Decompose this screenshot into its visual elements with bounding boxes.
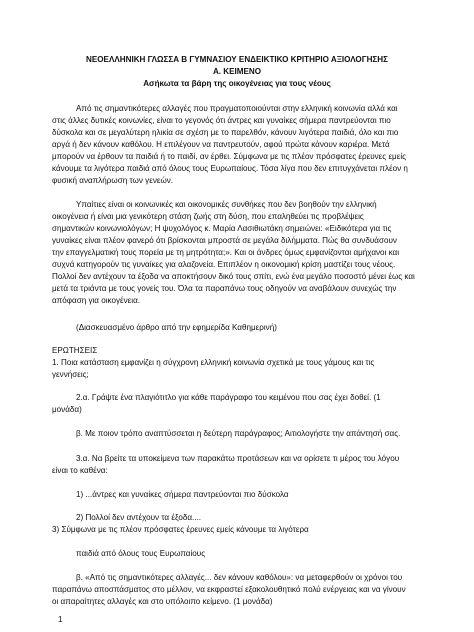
text-line: φυσική αναπλήρωση των γενεών. — [52, 176, 174, 185]
text-line: β. «Από τις σημαντικότερες αλλαγές... δεν κάνουν καθόλου»: να μεταφερθούν οι χρόνοι του — [76, 573, 403, 582]
text-line: οικογένεια ή είναι μια γενικότερη στάση ζωής στη δύση, που επαληθεύει τις προβλέψεις — [52, 212, 364, 221]
text-line: κάνουμε τα λιγότερα παιδιά από όλους τους Ευρωπαίους. Τόσα λίγα που δεν επιτυγχάνεται πλέον η — [52, 164, 408, 173]
text-line: συχνά κατηγορούν τις γυναίκες για αλαζονεία. Επιπλέον η οικονομική κρίση μαστίζει τους νέους. — [52, 260, 396, 269]
text-line: μετά τα τριάντα με τους γονείς του. Όλα τα παραπάνω τους οδηγούν να αναβάλουν συνεχώς την — [52, 284, 397, 293]
list-item: παιδιά από όλους τους Ευρωπαίους — [76, 549, 206, 558]
text-line: 3.α. Να βρείτε τα υποκείμενα των παρακάτω προτάσεων και να ορίσετε τι μέρος του λόγου — [76, 454, 400, 463]
text-line: γυναίκες είναι πλέον φανερό ότι βρίσκονται μπροστά σε μεγάλα διλήμματα. Πώς θα συνδυάσουν — [52, 236, 397, 245]
source-note: (Διασκευασμένο άρθρο από την εφημερίδα Καθημερινή) — [76, 323, 277, 332]
text-line: Υπαίτιες είναι οι κοινωνικές και οικονομικές συνθήκες που δεν βοηθούν την ελληνική — [76, 200, 377, 209]
text-line: Από τις σημαντικότερες αλλαγές που πραγματοποιούνται στην ελληνική κοινωνία αλλά και — [76, 104, 398, 113]
text-line: την επαγγελματική τους πορεία με τη μητρότητα;». Και οι άνδρες όμως εμφανίζονται αμήχανοι και — [52, 248, 400, 257]
text-line: είναι το καθένα: — [52, 466, 108, 475]
list-item: 3) Σύμφωνα με τις πλέον πρόσφατες έρευνες εμείς κάνουμε τα λιγότερα — [52, 525, 309, 534]
text-line: παραπάνω αποσπάσματος στο μέλλον, να εκφραστεί εξακολουθητικό πολύ ενέργειας και να γίνουν — [52, 585, 406, 594]
text-line: δύσκολα και σε μεγαλύτερη ηλικία σε σχέση με το παρελθόν, κάνουν λιγότερα παιδιά, όλο και πιο — [52, 128, 399, 137]
document-title: ΝΕΟΕΛΛΗΝΙΚΗ ΓΛΩΣΣΑ Β ΓΥΜΝΑΣΙΟΥ ΕΝΔΕΙΚΤΙΚΟ ΚΡΙΤΗΡΙΟ ΑΞΙΟΛΟΓΗΣΗΣ — [86, 55, 388, 64]
text-line: απόφαση για οικογένεια. — [52, 296, 140, 305]
text-line: 1. Ποια κατάσταση εμφανίζει η σύγχρονη ελληνική κοινωνία σχετικά με τους γάμους και τις — [52, 358, 375, 367]
text-line: στις άλλες δυτικές κοινωνίες, είναι το γεγονός ότι άντρες και γυναίκες σήμερα παντρεύονται πιο — [52, 116, 391, 125]
text-line: Πολλοί δεν αντέχουν τα έξοδα να αποκτήσουν δικό τους σπίτι, ενώ ένα μεγάλο ποσοστό μένει έως και — [52, 272, 415, 281]
article-title: Ασήκωτα τα βάρη της οικογένειας για τους νέους — [143, 79, 331, 88]
text-line: αργά ή δεν κάνουν καθόλου. Η επιλέγουν να παντρευτούν, αφού πρώτα κάνουν καριέρα. Μετά — [52, 140, 390, 149]
question-2b: β. Με ποιον τρόπο αναπτύσσεται η δεύτερη παράγραφος; Αιτιολογήστε την απάντησή σας. — [76, 429, 401, 438]
text-line: σημαντικών κοινωνιολόγων; Η ψυχολόγος κ. Μαρία Λασιθιωτάκη σημειώνει: «Ειδικότερα για τις — [52, 224, 392, 233]
page-number: 1 — [58, 615, 63, 624]
list-item: 2) Πολλοί δεν αντέχουν τα έξοδα.... — [76, 513, 202, 522]
text-line: μονάδα) — [52, 405, 82, 414]
section-heading: Α. ΚΕΙΜΕΝΟ — [212, 67, 262, 76]
text-line: 2.α. Γράψτε ένα πλαγιότιτλο για κάθε παράγραφο του κειμένου που σας έχει δοθεί. (1 — [76, 393, 381, 402]
list-item: 1) ...άντρες και γυναίκες σήμερα παντρεύονται πιο δύσκολα — [76, 490, 289, 499]
questions-heading: ΕΡΩΤΗΣΕΙΣ — [52, 346, 98, 355]
text-line: μπορούν να έρθουν τα παιδιά ή το παιδί, αν έρθει. Σύμφωνα με τις πλέον πρόσφατες έρευνες εμείς — [52, 152, 407, 161]
text-line: γεννήσεις; — [52, 370, 89, 379]
text-line: οι απαραίτητες αλλαγές και στο υπόλοιπο κείμενο. (1 μονάδα) — [52, 597, 273, 606]
